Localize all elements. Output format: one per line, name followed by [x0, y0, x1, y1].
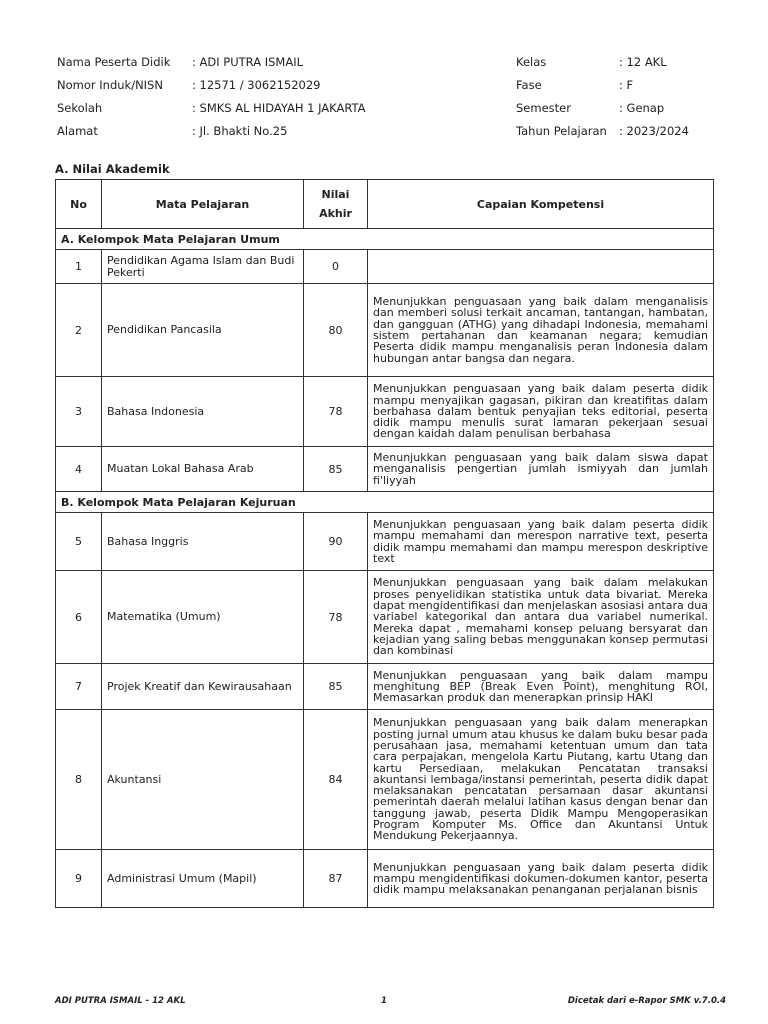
footer-page-number: 1 [381, 996, 387, 1006]
group-row-kejuruan [56, 492, 714, 513]
section-title: A. Nilai Akademik [55, 162, 170, 176]
info-label: Alamat [57, 124, 98, 138]
row-nilai: 80 [304, 284, 368, 377]
table-row [56, 513, 714, 571]
row-no: 4 [56, 447, 102, 492]
info-label: Nomor Induk/NISN [57, 78, 163, 92]
row-capaian: Menunjukkan penguasaan yang baik dalam menerapkan posting jurnal umum atau khusus ke dalam buku besar pada perusahaan jasa, memahami ketentuan umum dan tata cara perpajakan, mengelola Kartu Piutang, kartu Utang dan kartu Persediaan, melakukan Pencatatan transaksi akuntansi lembaga/instansi pemerintah, peserta didik dapat melaksanakan pencatatan persamaan dasar akuntansi pemerintah daerah melalui latihan kasus dengan benar dan tanggung jawab, peserta Didik Mampu Mengoperasikan Program Komputer Ms. Office dan Akuntansi Untuk Mendukung Pekerjaannya. [368, 710, 714, 850]
row-capaian: Menunjukkan penguasaan yang baik dalam peserta didik mampu mengidentifikasi dokumen-dokumen kantor, peserta didik mampu melaksanakan penanganan perjalanan bisnis [368, 850, 714, 908]
info-value: : Jl. Bhakti No.25 [192, 124, 288, 138]
table-row [56, 447, 714, 492]
row-mapel: Muatan Lokal Bahasa Arab [102, 447, 304, 492]
info-label: Tahun Pelajaran [516, 124, 607, 138]
group-row-umum [56, 229, 714, 250]
footer-version: Dicetak dari e-Rapor SMK v.7.0.4 [567, 996, 726, 1006]
row-mapel: Bahasa Inggris [102, 513, 304, 571]
info-label: Kelas [516, 55, 547, 69]
row-capaian: Menunjukkan penguasaan yang baik dalam siswa dapat menganalisis pengertian jumlah ismiyyah dan jumlah fi'liyyah [368, 447, 714, 492]
header-capaian: Capaian Kompetensi [368, 180, 714, 229]
row-mapel: Projek Kreatif dan Kewirausahaan [102, 664, 304, 710]
row-mapel: Bahasa Indonesia [102, 377, 304, 447]
table-row [56, 710, 714, 850]
info-value: : F [619, 78, 634, 92]
info-value: : 2023/2024 [619, 124, 689, 138]
row-mapel: Matematika (Umum) [102, 571, 304, 664]
info-value: : Genap [619, 101, 665, 115]
row-capaian: Menunjukkan penguasaan yang baik dalam menganalisis dan memberi solusi terkait ancaman, tantangan, hambatan, dan gangguan (ATHG) yang dihadapi Indonesia, memahami sistem pertahanan dan keamanan negara; kemudian Peserta didik mampu menganalisis peran Indonesia dalam hubungan antar bangsa dan negara. [368, 284, 714, 377]
row-no: 8 [56, 710, 102, 850]
row-nilai: 90 [304, 513, 368, 571]
table-header-row [56, 180, 714, 229]
header-mapel: Mata Pelajaran [102, 180, 304, 229]
grades-table [55, 179, 714, 908]
row-capaian: Menunjukkan penguasaan yang baik dalam peserta didik mampu memahami dan merespon narrative text, peserta didik mampu memahami dan mampu merespon deskriptive text [368, 513, 714, 571]
row-no: 7 [56, 664, 102, 710]
row-no: 1 [56, 250, 102, 284]
row-capaian: Menunjukkan penguasaan yang baik dalam mampu menghitung BEP (Break Even Point), menghitung ROI, Memasarkan produk dan menerapkan prinsip HAKI [368, 664, 714, 710]
row-nilai: 84 [304, 710, 368, 850]
table-row [56, 284, 714, 377]
table-row [56, 377, 714, 447]
info-label: Fase [516, 78, 542, 92]
group-label: B. Kelompok Mata Pelajaran Kejuruan [56, 492, 714, 513]
row-no: 2 [56, 284, 102, 377]
info-value: : 12571 / 3062152029 [192, 78, 321, 92]
info-value: : 12 AKL [619, 55, 667, 69]
row-nilai: 78 [304, 377, 368, 447]
row-nilai: 85 [304, 447, 368, 492]
row-no: 9 [56, 850, 102, 908]
row-mapel: Pendidikan Pancasila [102, 284, 304, 377]
row-no: 5 [56, 513, 102, 571]
row-mapel: Akuntansi [102, 710, 304, 850]
row-nilai: 78 [304, 571, 368, 664]
row-mapel: Administrasi Umum (Mapil) [102, 850, 304, 908]
row-nilai: 0 [304, 250, 368, 284]
info-label: Semester [516, 101, 571, 115]
header-nilai: Nilai Akhir [304, 180, 368, 229]
info-label: Nama Peserta Didik [57, 55, 171, 69]
info-value: : SMKS AL HIDAYAH 1 JAKARTA [192, 101, 366, 115]
footer-student: ADI PUTRA ISMAIL - 12 AKL [55, 996, 186, 1006]
row-nilai: 87 [304, 850, 368, 908]
table-row [56, 850, 714, 908]
header-no: No [56, 180, 102, 229]
table-row [56, 250, 714, 284]
row-nilai: 85 [304, 664, 368, 710]
row-mapel: Pendidikan Agama Islam dan Budi Pekerti [102, 250, 304, 284]
table-row [56, 664, 714, 710]
info-value: : ADI PUTRA ISMAIL [192, 55, 304, 69]
row-capaian: Menunjukkan penguasaan yang baik dalam melakukan proses penyelidikan statistika untuk data bivariat. Mereka dapat mengidentifikasi dan menjelaskan asosiasi antara dua variabel kategorikal dan antara dua variabel numerikal. Mereka dapat , memahami konsep peluang bersyarat dan kejadian yang saling bebas menggunakan konsep permutasi dan kombinasi [368, 571, 714, 664]
row-capaian [368, 250, 714, 284]
row-capaian: Menunjukkan penguasaan yang baik dalam peserta didik mampu menyajikan gagasan, pikiran dan kreatifitas dalam berbahasa dalam bentuk penyajian teks editorial, peserta didik mampu menulis surat lamaran pekerjaan sesuai dengan kaidah dalam penulisan berbahasa [368, 377, 714, 447]
table-row [56, 571, 714, 664]
group-label: A. Kelompok Mata Pelajaran Umum [56, 229, 714, 250]
row-no: 3 [56, 377, 102, 447]
row-no: 6 [56, 571, 102, 664]
info-label: Sekolah [57, 101, 103, 115]
